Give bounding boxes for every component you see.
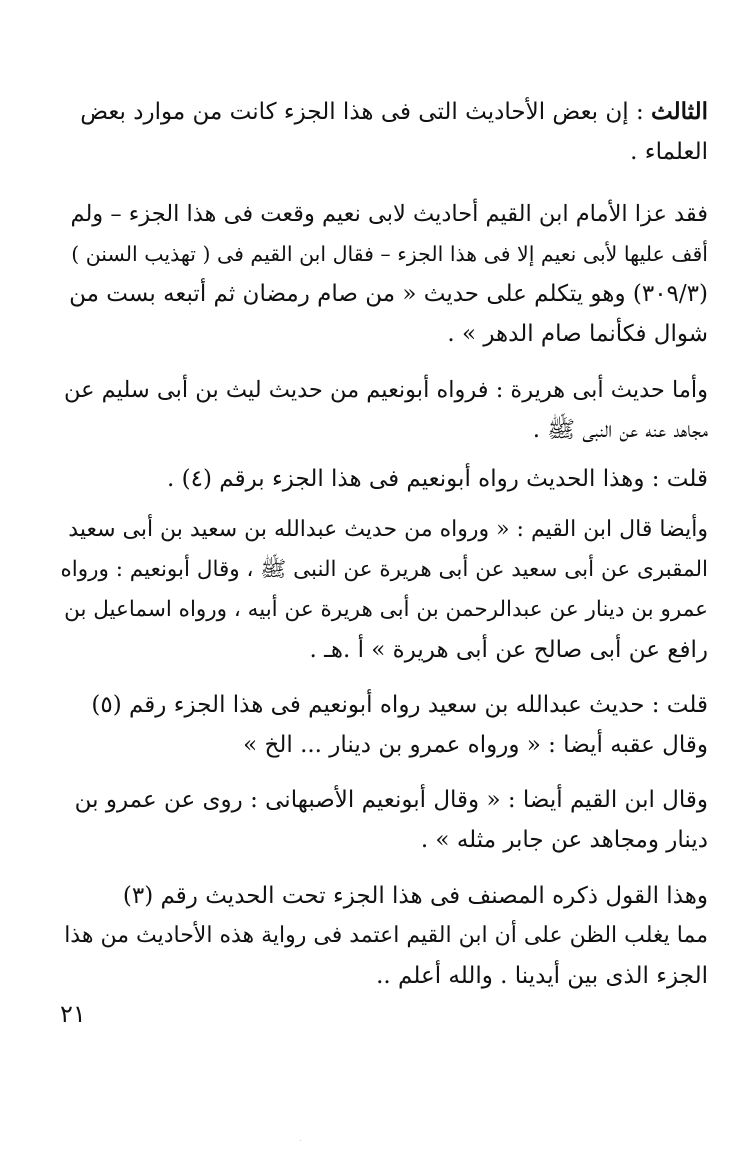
paragraph-line: (٣٠٩/٣) وهو يتكلم على حديث « من صام رمضان ثم أتبعه بست من <box>69 281 708 307</box>
paragraph-7 <box>60 780 708 860</box>
paragraph-8 <box>60 876 708 996</box>
page-number: ٢١ <box>60 1000 86 1028</box>
paragraph-line: قلت : وهذا الحديث رواه أبونعيم فى هذا الجزء برقم (٤) . <box>167 466 708 492</box>
paragraph-line: الجزء الذى بين أيدينا . والله أعلم .. <box>376 963 708 989</box>
paragraph-line: مجاهد عنه عن النبى ﷺ . <box>532 417 708 443</box>
paragraph-line: شوال فكأنما صام الدهر » . <box>447 321 708 347</box>
paragraph-text: : إن بعض الأحاديث التى فى هذا الجزء كانت من موارد بعض <box>80 99 644 125</box>
section-heading-word: الثالث <box>651 98 708 125</box>
scan-speck <box>300 1140 301 1141</box>
paragraph-line: مما يغلب الظن على أن ابن القيم اعتمد فى رواية هذه الأحاديث من هذا <box>64 923 708 948</box>
paragraph-line: المقبرى عن أبى سعيد عن أبى هريرة عن النبى ﷺ ، وقال أبونعيم : ورواه <box>60 557 708 582</box>
paragraph-line: فقد عزا الأمام ابن القيم أحاديث لابى نعيم وقعت فى هذا الجزء – ولم <box>70 201 708 227</box>
paragraph-line: وأما حديث أبى هريرة : فرواه أبونعيم من حديث ليث بن أبى سليم عن <box>63 377 708 403</box>
paragraph-line: العلماء . <box>630 139 708 165</box>
paragraph-line: وهذا القول ذكره المصنف فى هذا الجزء تحت الحديث رقم (٣) <box>122 883 708 909</box>
paragraph-line: دينار ومجاهد عن جابر مثله » . <box>420 827 708 853</box>
paragraph-line: وقال ابن القيم أيضا : « وقال أبونعيم الأصبهانى : روى عن عمرو بن <box>74 787 708 813</box>
paragraph-line: رافع عن أبى صالح عن أبى هريرة » أ .هـ . <box>309 637 708 663</box>
paragraph-4 <box>60 459 708 499</box>
paragraph-line: قلت : حديث عبدالله بن سعيد رواه أبونعيم فى هذا الجزء رقم (٥) <box>91 692 708 718</box>
paragraph-line: وقال عقبه أيضا : « ورواه عمرو بن دينار ... الخ » <box>243 732 708 758</box>
paragraph-line: أقف عليها لأبى نعيم إلا فى هذا الجزء – فقال ابن القيم فى ( تهذيب السنن ) <box>71 242 708 266</box>
paragraph-1 <box>60 92 708 172</box>
paragraph-2 <box>60 194 708 354</box>
paragraph-5 <box>60 510 708 670</box>
paragraph-line <box>60 92 708 132</box>
paragraph-6 <box>60 685 708 765</box>
paragraph-line: وأيضا قال ابن القيم : « ورواه من حديث عبدالله بن سعيد بن أبى سعيد <box>68 517 708 542</box>
paragraph-3 <box>60 370 708 450</box>
paragraph-line: عمرو بن دينار عن عبدالرحمن بن أبى هريرة عن أبيه ، ورواه اسماعيل بن <box>64 597 708 622</box>
